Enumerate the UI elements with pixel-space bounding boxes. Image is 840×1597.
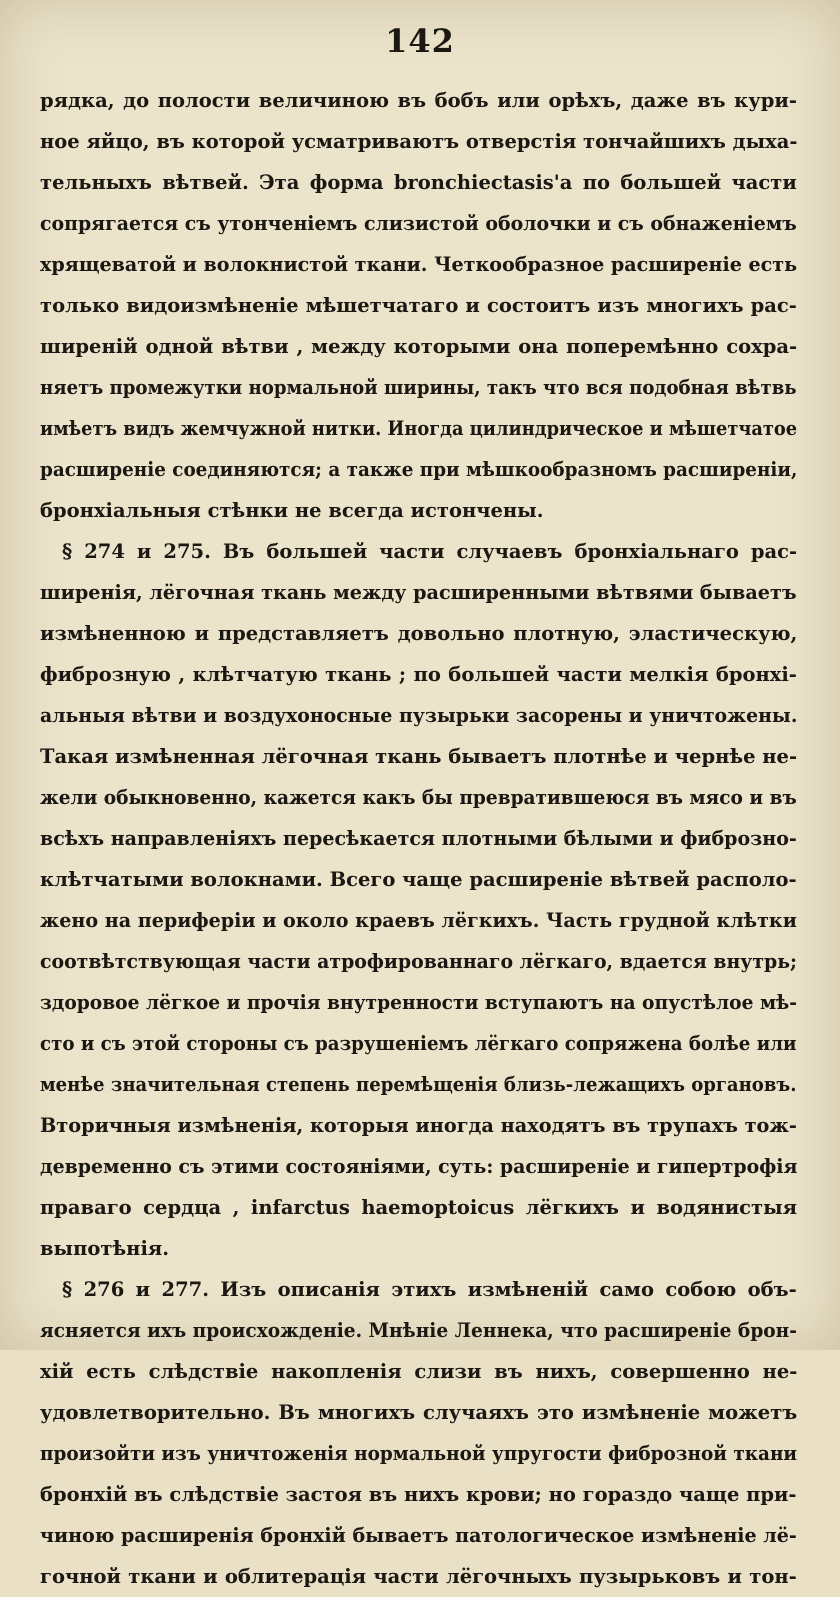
text-line: соотвѣтствующая части атрофированнаго лёгкаго, вдается внутрь; bbox=[40, 950, 798, 973]
page-number: 142 bbox=[385, 22, 455, 60]
text-line: тельныхъ вѣтвей. Эта форма bronchiectasis'a по большей части bbox=[40, 171, 797, 194]
text-line: ясняется ихъ происхожденіе. Мнѣніе Леннека, что расширеніе брон- bbox=[40, 1319, 797, 1342]
text-line: § 276 и 277. Изъ описанія этихъ измѣненій само собою объ- bbox=[62, 1278, 797, 1301]
text-line: хій есть слѣдствіе накопленія слизи въ нихъ, совершенно не- bbox=[40, 1360, 798, 1383]
text-line: клѣтчатыми волокнами. Всего чаще расширеніе вѣтвей располо- bbox=[40, 868, 797, 891]
text-line: всѣхъ направленіяхъ пересѣкается плотными бѣлыми и фиброзно- bbox=[40, 827, 797, 850]
text-line: праваго сердца , infarctus haemoptoicus лёгкихъ и водянистыя bbox=[40, 1196, 798, 1219]
text-line: Вторичныя измѣненія, которыя иногда находятъ въ трупахъ тож- bbox=[40, 1114, 797, 1137]
text-line: удовлетворительно. Въ многихъ случаяхъ это измѣненіе можетъ bbox=[40, 1401, 798, 1424]
text-line: няетъ промежутки нормальной ширины, такъ что вся подобная вѣтвь bbox=[40, 376, 797, 399]
text-line: чиною расширенія бронхій бываетъ патологическое измѣненіе лё- bbox=[40, 1524, 797, 1547]
text-line: здоровое лёгкое и прочія внутренности вступаютъ на опустѣлое мѣ- bbox=[40, 991, 797, 1014]
text-line: имѣетъ видъ жемчужной нитки. Иногда цилиндрическое и мѣшетчатое bbox=[40, 417, 798, 440]
text-line: измѣненною и представляетъ довольно плотную, эластическую, bbox=[40, 622, 798, 645]
text-line: ширенія, лёгочная ткань между расширенными вѣтвями бываетъ bbox=[40, 581, 797, 604]
text-line: жели обыкновенно, кажется какъ бы превратившеюся въ мясо и въ bbox=[40, 786, 797, 809]
text-line: сто и съ этой стороны съ разрушеніемъ лёгкаго сопряжена болѣе или bbox=[40, 1032, 797, 1055]
text-line: ное яйцо, въ которой усматриваютъ отверстія тончайшихъ дыха- bbox=[40, 130, 798, 153]
text-line: хрящеватой и волокнистой ткани. Четкообразное расширеніе есть bbox=[40, 253, 798, 276]
text-line: бронхій въ слѣдствіе застоя въ нихъ крови; но гораздо чаще при- bbox=[40, 1483, 797, 1506]
text-line: жено на периферіи и около краевъ лёгкихъ. Часть грудной клѣтки bbox=[40, 909, 797, 932]
text-line: ширеній одной вѣтви , между которыми она поперемѣнно сохра- bbox=[40, 335, 798, 358]
text-line: § 274 и 275. Въ большей части случаевъ бронхіальнаго рас- bbox=[62, 540, 798, 563]
text-line: альныя вѣтви и воздухоносные пузырьки засорены и уничтожены. bbox=[40, 704, 798, 727]
text-line: только видоизмѣненіе мѣшетчатаго и состоитъ изъ многихъ рас- bbox=[40, 294, 797, 317]
text-line: сопрягается съ утонченіемъ слизистой оболочки и съ обнаженіемъ bbox=[40, 212, 797, 235]
text-line: расширеніе соединяются; а также при мѣшкообразномъ расширеніи, bbox=[40, 458, 798, 481]
text-line: гочной ткани и облитерація части лёгочныхъ пузырьковъ и тон- bbox=[40, 1565, 797, 1588]
text-line: бронхіальныя стѣнки не всегда истончены. bbox=[40, 499, 544, 522]
text-line: выпотѣнія. bbox=[40, 1237, 170, 1260]
text-line: рядка, до полости величиною въ бобъ или орѣхъ, даже въ кури- bbox=[40, 89, 797, 112]
text-line: Такая измѣненная лёгочная ткань бываетъ плотнѣе и чернѣе не- bbox=[40, 745, 798, 768]
body-text bbox=[40, 80, 797, 1597]
text-line: фиброзную , клѣтчатую ткань ; по большей части мелкія бронхі- bbox=[40, 663, 797, 686]
text-line: менѣе значительная степень перемѣщенія близь-лежащихъ органовъ. bbox=[40, 1073, 797, 1096]
text-line: произойти изъ уничтоженія нормальной упругости фиброзной ткани bbox=[40, 1442, 798, 1465]
text-line: девременно съ этими состояніями, суть: расширеніе и гипертрофія bbox=[40, 1155, 798, 1178]
